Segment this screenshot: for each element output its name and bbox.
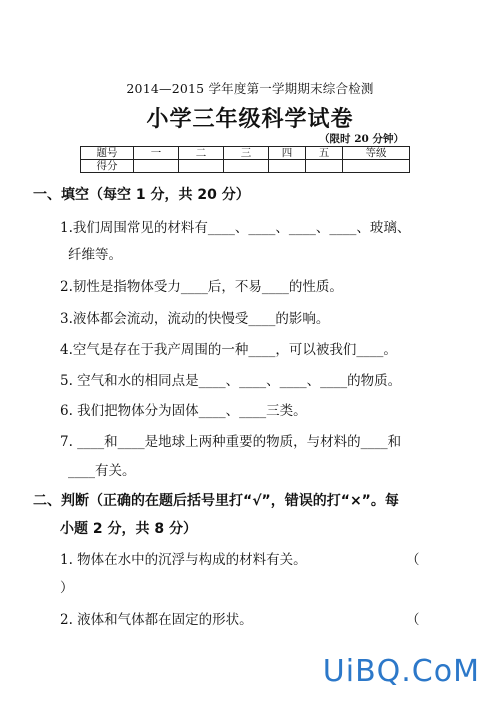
answer-paren-open: （ (406, 552, 420, 568)
score-input-cell[interactable] (179, 160, 224, 173)
exam-title: 小学三年级科学试卷 (146, 107, 354, 132)
time-limit: （限时 20 分钟） (319, 133, 404, 145)
score-input-cell[interactable] (306, 160, 343, 173)
score-input-cell[interactable] (269, 160, 306, 173)
score-input-cell[interactable] (134, 160, 179, 173)
exam-header-line: 2014—2015 学年度第一学期期末综合检测 (126, 81, 374, 96)
question-text: 纤维等。 (68, 247, 122, 263)
score-table-row (81, 160, 410, 173)
site-watermark: UiBQ.CoM (322, 654, 480, 689)
section-heading-true-false-cont: 小题 2 分，共 8 分） (60, 521, 197, 537)
score-table-cell: 四 (269, 147, 306, 160)
section-heading-fill-blank: 一、填空（每空 1 分，共 20 分） (33, 187, 250, 203)
answer-paren-close: ） (60, 580, 74, 596)
question-text: 1. 物体在水中的沉浮与构成的材料有关。 (60, 552, 307, 568)
question-text: 3.液体都会流动，流动的快慢受____的影响。 (60, 311, 330, 327)
score-table-cell: 三 (224, 147, 269, 160)
score-table-cell: 题号 (81, 147, 134, 160)
score-table-cell: 得分 (81, 160, 134, 173)
score-table-row (81, 147, 410, 160)
question-text: 2.韧性是指物体受力____后，不易____的性质。 (60, 279, 343, 295)
section-heading-true-false: 二、判断（正确的在题后括号里打“√”，错误的打“×”。每 (33, 493, 399, 509)
score-table-cell: 二 (179, 147, 224, 160)
score-input-cell[interactable] (224, 160, 269, 173)
answer-paren-open: （ (406, 612, 420, 628)
question-text: 6. 我们把物体分为固体____、____三类。 (60, 403, 307, 419)
score-table-cell: 等级 (343, 147, 410, 160)
score-input-cell[interactable] (343, 160, 410, 173)
score-table-cell: 五 (306, 147, 343, 160)
question-text: 1.我们周围常见的材料有____、____、____、____、玻璃、 (60, 220, 411, 236)
question-text: 5. 空气和水的相同点是____、____、____、____的物质。 (60, 373, 402, 389)
question-text: 7. ____和____是地球上两种重要的物质，与材料的____和 (60, 434, 402, 450)
question-text: 4.空气是存在于我产周围的一种____，可以被我们____。 (60, 342, 397, 358)
question-text: 2. 液体和气体都在固定的形状。 (60, 612, 253, 628)
score-table-cell: 一 (134, 147, 179, 160)
question-text: ____有关。 (68, 463, 136, 479)
score-table (80, 146, 410, 173)
